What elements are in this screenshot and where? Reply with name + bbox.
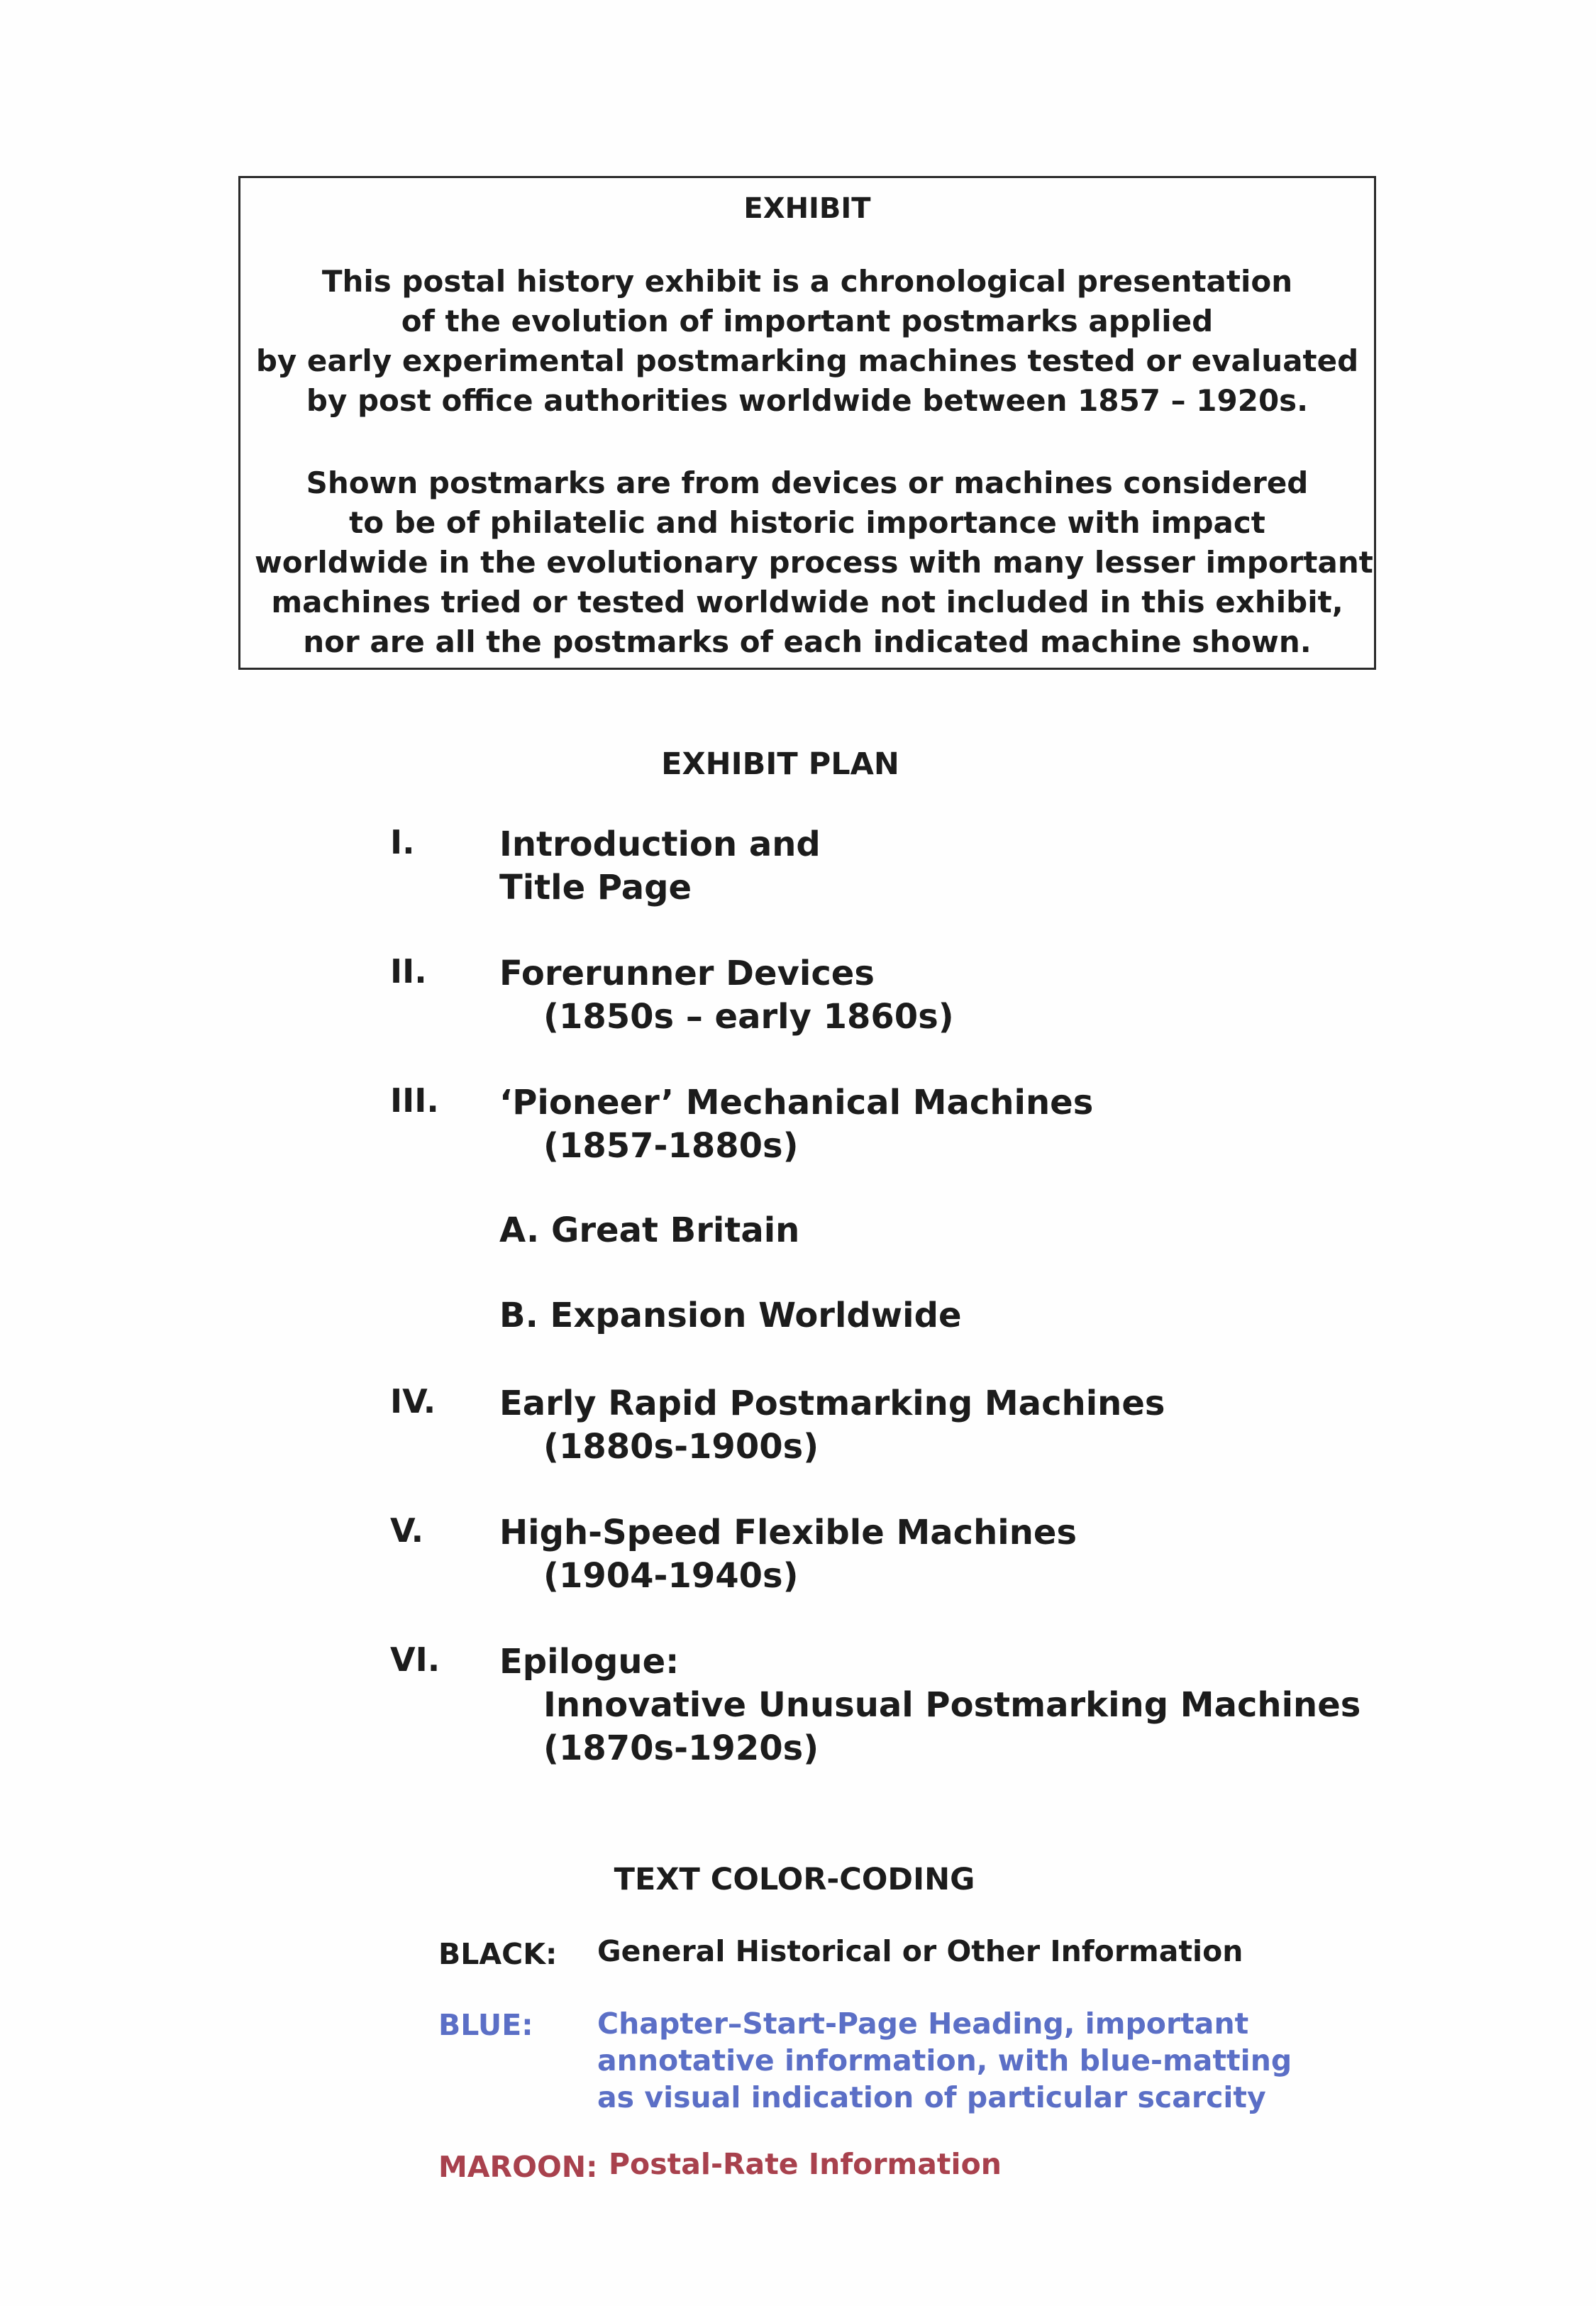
exhibit-paragraph-2 [255,463,1373,662]
exhibit-paragraph-line: by early experimental postmarking machines tested or evaluated [255,343,1359,378]
exhibit-paragraph-line: to be of philatelic and historic importance with impact [349,505,1265,540]
color-coding-label-maroon: MAROON: [438,2150,598,2184]
plan-item-text [499,1511,1077,1598]
color-coding-desc-blue [597,2005,1292,2116]
plan-item-line: (1850s – early 1860s) [543,997,954,1037]
color-coding-line: Chapter–Start-Page Heading, important [597,2007,1249,2041]
exhibit-paragraph-line: worldwide in the evolutionary process with many lesser important [255,545,1373,580]
plan-item-text [499,952,954,1039]
plan-item-number: II. [390,952,427,991]
plan-item-text [499,1081,1093,1168]
plan-item-line: Innovative Unusual Postmarking Machines [543,1685,1361,1725]
plan-item-number: V. [390,1511,424,1550]
plan-item-line: Title Page [499,868,692,907]
plan-item-text [499,1382,1165,1469]
plan-item-line: (1870s-1920s) [543,1728,819,1768]
plan-item-number: IV. [390,1382,436,1420]
color-coding-line: annotative information, with blue-matting [597,2043,1292,2078]
plan-item-number: I. [390,823,415,861]
color-coding-desc-black [597,1933,1243,1970]
plan-item-text [499,823,821,910]
color-coding-line: Postal-Rate Information [609,2147,1002,2181]
plan-item-text [499,1640,1361,1770]
plan-item-line: (1880s-1900s) [543,1427,819,1467]
color-coding-line: General Historical or Other Information [597,1934,1243,1968]
exhibit-paragraph-line: nor are all the postmarks of each indicated machine shown. [303,624,1312,659]
plan-item-line: Early Rapid Postmarking Machines [499,1384,1165,1423]
plan-item-line: ‘Pioneer’ Mechanical Machines [499,1083,1094,1122]
plan-subsection-great-britain: A. Great Britain [499,1210,800,1250]
plan-subsection-expansion-worldwide: B. Expansion Worldwide [499,1296,962,1335]
plan-item-line: Forerunner Devices [499,954,875,993]
exhibit-statement-box [238,176,1376,670]
exhibit-paragraph-line: machines tried or tested worldwide not included in this exhibit, [271,585,1343,619]
plan-item-line: (1904-1940s) [543,1556,799,1596]
exhibit-paragraph-line: of the evolution of important postmarks applied [401,304,1214,338]
color-coding-line: as visual indication of particular scarcity [597,2080,1266,2114]
plan-item-line: High-Speed Flexible Machines [499,1513,1077,1552]
plan-item-line: (1857-1880s) [543,1126,799,1166]
exhibit-paragraph-1 [255,262,1360,421]
color-coding-label-blue: BLUE: [438,2008,533,2042]
plan-item-number: VI. [390,1640,440,1679]
exhibit-paragraph-line: This postal history exhibit is a chronological presentation [321,264,1293,299]
color-coding-title: TEXT COLOR-CODING [614,1862,975,1897]
exhibit-plan-title: EXHIBIT PLAN [661,746,899,782]
exhibit-paragraph-line: by post office authorities worldwide between 1857 – 1920s. [306,383,1309,418]
plan-item-number: III. [390,1081,439,1120]
exhibit-paragraph-line: Shown postmarks are from devices or machines considered [306,465,1309,500]
exhibit-title: EXHIBIT [743,192,871,225]
color-coding-desc-maroon [609,2146,1002,2183]
plan-item-line: Epilogue: [499,1642,680,1682]
color-coding-label-black: BLACK: [438,1937,558,1971]
plan-item-line: Introduction and [499,824,821,864]
